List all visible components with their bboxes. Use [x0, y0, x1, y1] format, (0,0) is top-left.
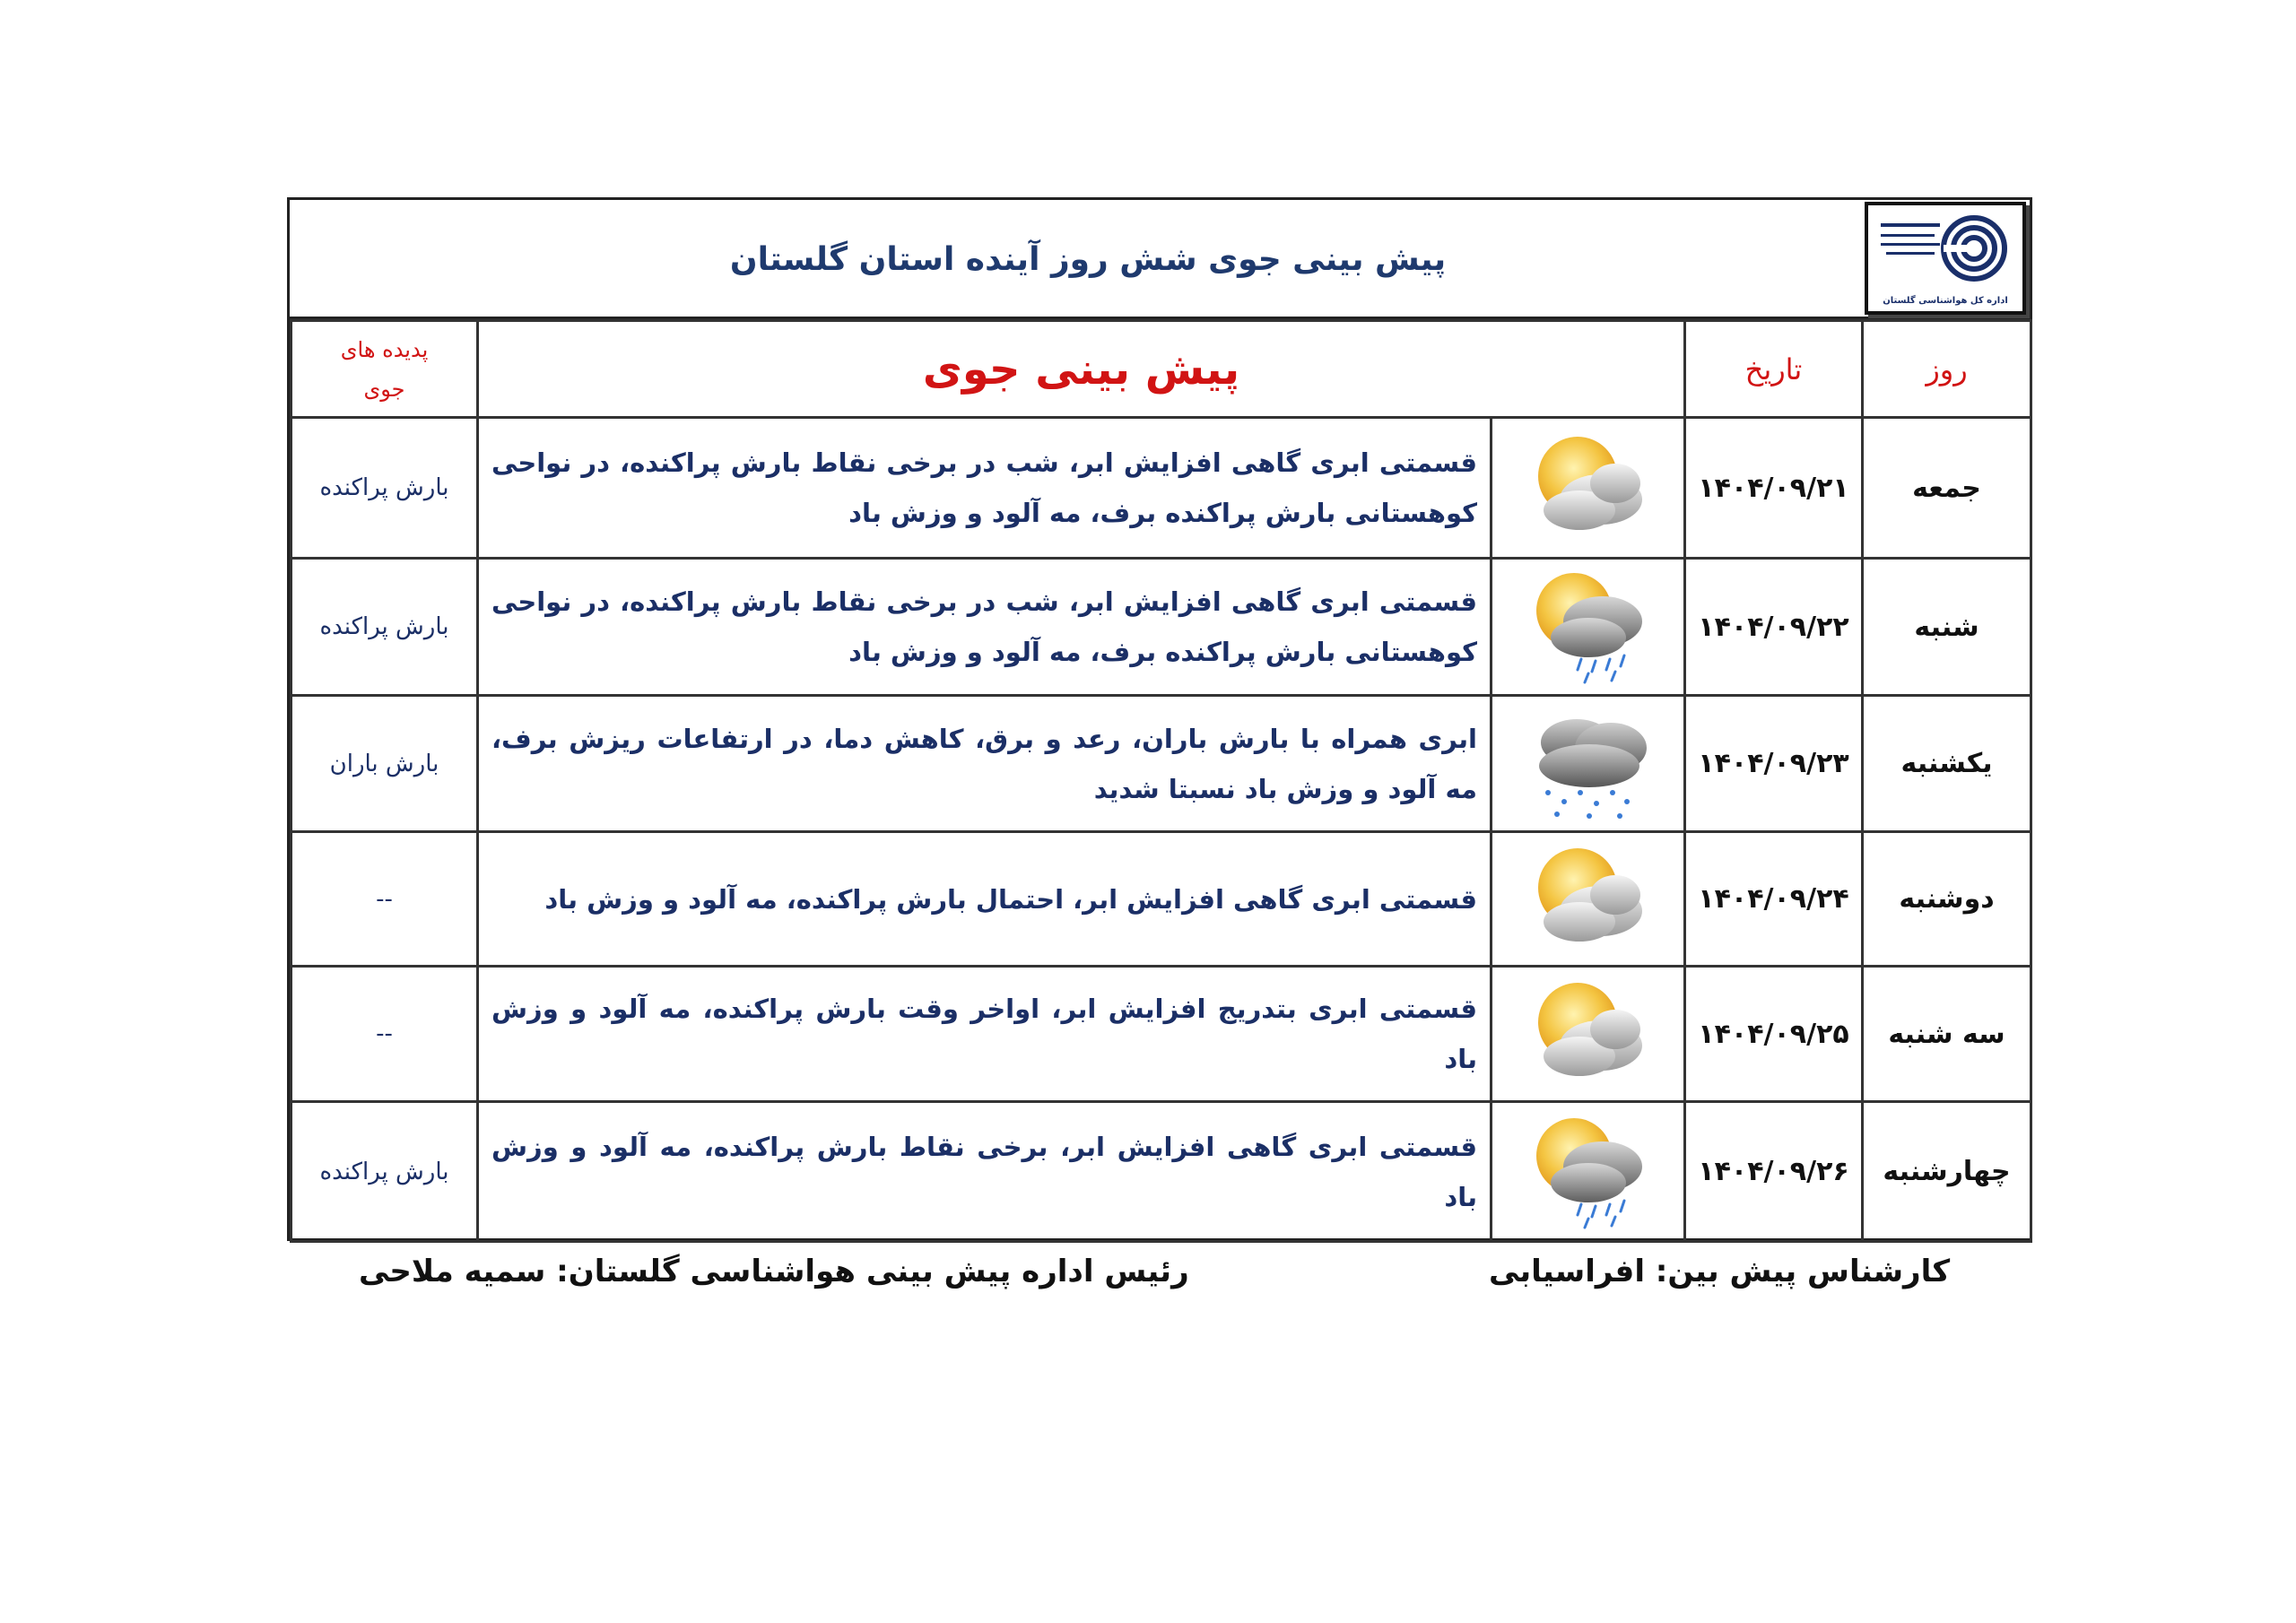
- row-forecast: قسمتی ابری گاهی افزایش ابر، شب در برخی نقاط بارش پراکنده، در نواحی کوهستانی بارش پراکنده برف، مه آلود و وزش باد: [478, 559, 1492, 696]
- row-forecast: ابری همراه با بارش باران، رعد و برق، کاهش دما، در ارتفاعات ریزش برف، مه آلود و وزش باد نسبتا شدید: [478, 696, 1492, 832]
- row-weather-icon-cell: [1492, 1102, 1685, 1242]
- header-phenomena-line2: جوی: [363, 376, 405, 402]
- partly-cloudy-icon: [1526, 430, 1651, 546]
- row-phenomena: بارش پراکنده: [291, 559, 478, 696]
- row-date: ۱۴۰۴/۰۹/۲۳: [1685, 696, 1863, 832]
- row-day: شنبه: [1863, 559, 2031, 696]
- header-date: تاریخ: [1685, 321, 1863, 418]
- table-row: [291, 1102, 2031, 1242]
- header-phenomena-line1: پدیده های: [340, 336, 429, 362]
- table-row: [291, 559, 2031, 696]
- table-row: [291, 418, 2031, 559]
- row-weather-icon-cell: [1492, 967, 1685, 1102]
- row-date: ۱۴۰۴/۰۹/۲۵: [1685, 967, 1863, 1102]
- row-phenomena: --: [291, 832, 478, 967]
- rain-cloud-icon: [1521, 703, 1656, 825]
- table-row: [291, 967, 2031, 1102]
- header-phenomena: [291, 321, 478, 418]
- partly-cloudy-rain-icon: [1526, 566, 1651, 688]
- partly-cloudy-icon: [1526, 841, 1651, 958]
- row-weather-icon-cell: [1492, 418, 1685, 559]
- row-date: ۱۴۰۴/۰۹/۲۴: [1685, 832, 1863, 967]
- row-date: ۱۴۰۴/۰۹/۲۶: [1685, 1102, 1863, 1242]
- row-weather-icon-cell: [1492, 832, 1685, 967]
- table-header-row: [291, 321, 2031, 418]
- row-day: دوشنبه: [1863, 832, 2031, 967]
- footer-forecaster: کارشناس پیش بین: افراسیابی: [1489, 1254, 1951, 1289]
- row-date: ۱۴۰۴/۰۹/۲۲: [1685, 559, 1863, 696]
- header-day: روز: [1863, 321, 2031, 418]
- row-day: چهارشنبه: [1863, 1102, 2031, 1242]
- row-day: سه شنبه: [1863, 967, 2031, 1102]
- row-phenomena: بارش باران: [291, 696, 478, 832]
- page-title: پیش بینی جوی شش روز آینده استان گلستان: [729, 241, 1447, 278]
- title-row: [290, 200, 2030, 319]
- row-phenomena: بارش پراکنده: [291, 1102, 478, 1242]
- partly-cloudy-icon: [1526, 976, 1651, 1092]
- row-forecast: قسمتی ابری بتدریج افزایش ابر، اواخر وقت بارش پراکنده، مه آلود و وزش باد: [478, 967, 1492, 1102]
- row-weather-icon-cell: [1492, 559, 1685, 696]
- row-forecast: قسمتی ابری گاهی افزایش ابر، احتمال بارش پراکنده، مه آلود و وزش باد: [478, 832, 1492, 967]
- row-phenomena: --: [291, 967, 478, 1102]
- org-logo: [1865, 202, 2026, 315]
- row-forecast: قسمتی ابری گاهی افزایش ابر، شب در برخی نقاط بارش پراکنده، در نواحی کوهستانی بارش پراکنده برف، مه آلود و وزش باد: [478, 418, 1492, 559]
- meteorological-organization-logo-icon: [1868, 205, 2022, 291]
- row-phenomena: بارش پراکنده: [291, 418, 478, 559]
- row-day: جمعه: [1863, 418, 2031, 559]
- row-day: یکشنبه: [1863, 696, 2031, 832]
- row-forecast: قسمتی ابری گاهی افزایش ابر، برخی نقاط بارش پراکنده، مه آلود و وزش باد: [478, 1102, 1492, 1242]
- table-row: [291, 696, 2031, 832]
- footer-head: رئیس اداره پیش بینی هواشناسی گلستان: سمیه ملاحی: [359, 1254, 1189, 1289]
- table-row: [291, 832, 2031, 967]
- partly-cloudy-rain-icon: [1526, 1111, 1651, 1233]
- header-forecast: پیش بینی جوی: [478, 321, 1685, 418]
- row-weather-icon-cell: [1492, 696, 1685, 832]
- logo-org-text: اداره کل هواشناسی گلستان: [1883, 296, 2008, 306]
- forecast-table: [290, 319, 2032, 1243]
- forecast-frame: [287, 197, 2032, 1241]
- row-date: ۱۴۰۴/۰۹/۲۱: [1685, 418, 1863, 559]
